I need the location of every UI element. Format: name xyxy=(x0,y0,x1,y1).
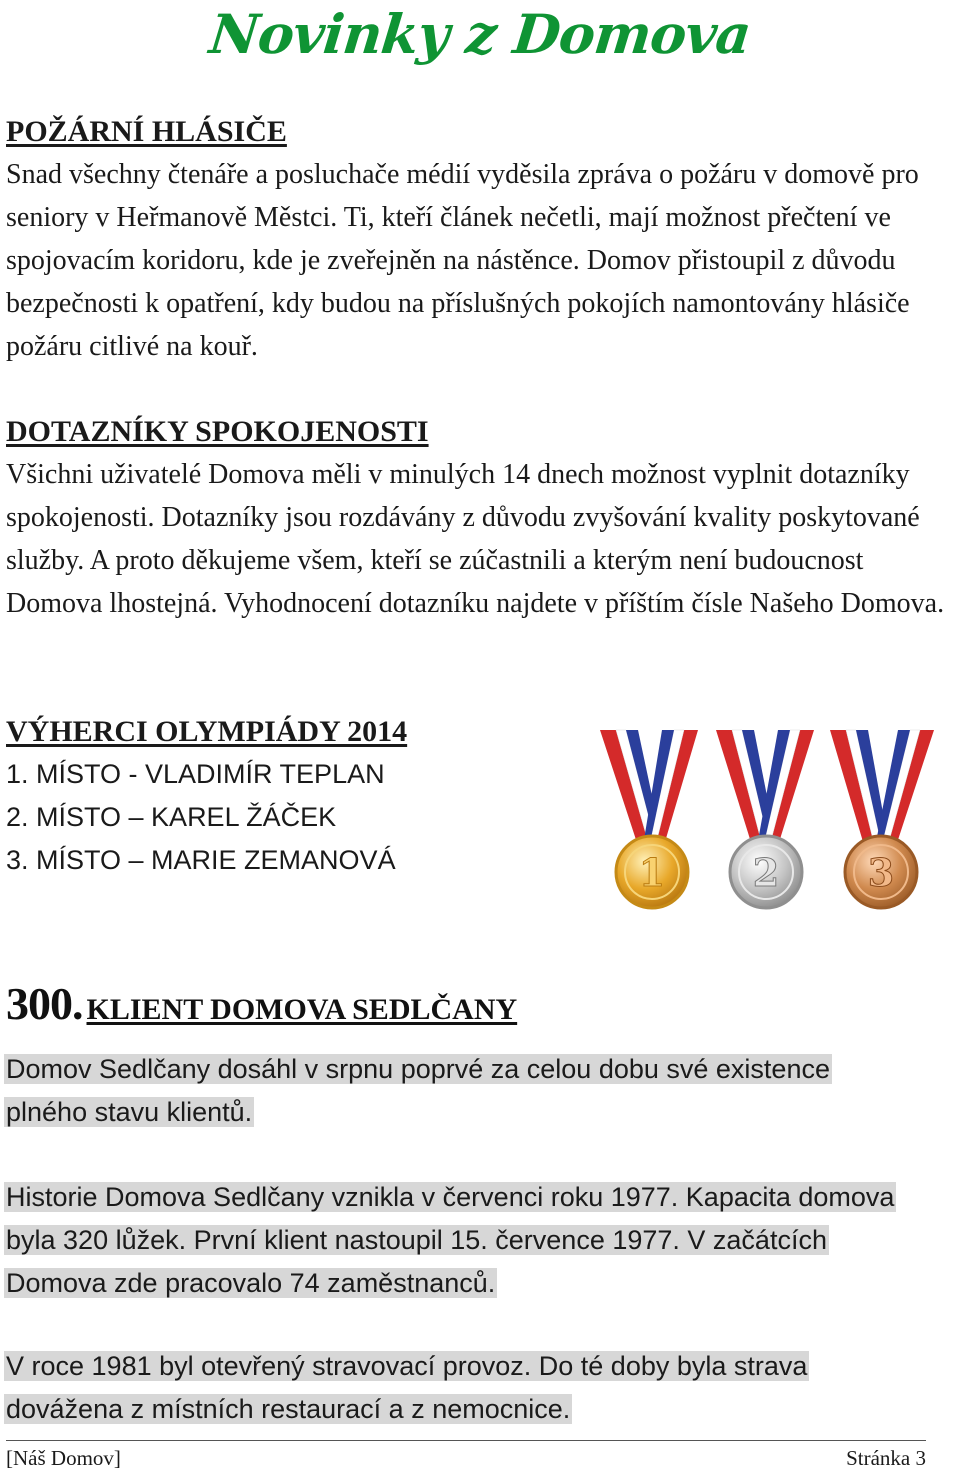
heading-300-text: KLIENT DOMOVA SEDLČANY xyxy=(86,993,518,1026)
paragraph-history xyxy=(4,1176,904,1305)
medals-image xyxy=(596,722,940,918)
winner-first-place: 1. MÍSTO - VLADIMÍR TEPLAN xyxy=(6,759,385,789)
heading-300th-client xyxy=(6,974,517,1034)
heading-olympiad-winners: VÝHERCI OLYMPIÁDY 2014 xyxy=(6,715,408,748)
winner-second-place: 2. MÍSTO – KAREL ŽÁČEK xyxy=(6,802,337,832)
page-footer xyxy=(6,1440,926,1475)
silver-medal-icon xyxy=(716,730,814,908)
text-fire-detectors: Snad všechny čtenáře a posluchače médií vyděsila zpráva o požáru v domově pro seniory v Heřmanově Městci. Ti, kteří článek nečetli, mají možnost přečtení ve spojovacím koridoru, kde je zveřejněn na nástěnce. Domov přistoupil z důvodu bezpečnosti k opatření, kdy budou na příslušných pokojích namontovány hlásiče požáru citlivé na kouř. xyxy=(6,159,919,362)
section-olympiad-winners xyxy=(6,710,566,753)
bronze-medal-icon xyxy=(830,730,934,908)
footer-publication-name: [Náš Domov] xyxy=(6,1446,121,1470)
medal-number-1: 1 xyxy=(638,850,666,895)
text-catering: V roce 1981 byl otevřený stravovací provoz. Do té doby byla strava dovážena z místních restaurací a z nemocnice. xyxy=(6,1351,808,1424)
text-history: Historie Domova Sedlčany vznikla v červenci roku 1977. Kapacita domova byla 320 lůžek. První klient nastoupil 15. července 1977. V začátcích Domova zde pracovalo 74 zaměstnanců. xyxy=(6,1182,895,1298)
gold-medal-icon xyxy=(600,730,698,908)
winner-third-place: 3. MÍSTO – MARIE ZEMANOVÁ xyxy=(6,845,396,875)
text-full-capacity: Domov Sedlčany dosáhl v srpnu poprvé za celou dobu své existence plného stavu klientů. xyxy=(6,1054,830,1127)
section-satisfaction-survey xyxy=(6,410,956,625)
medal-number-2: 2 xyxy=(752,850,780,895)
text-satisfaction-survey: Všichni uživatelé Domova měli v minulých 14 dnech možnost vyplnit dotazníky spokojenosti. Dotazníky jsou rozdávány z důvodu zvyšování kvality poskytované služby. A proto děkujeme všem, kteří se zúčastnili a kterým není budoucnost Domova lhostejná. Vyhodnocení dotazníku najdete v příštím čísle Našeho Domova. xyxy=(6,459,945,619)
paragraph-full-capacity xyxy=(4,1048,904,1134)
section-fire-detectors xyxy=(6,110,956,368)
winners-list xyxy=(6,753,566,882)
footer-page-number: Stránka 3 xyxy=(846,1446,926,1470)
heading-satisfaction-survey: DOTAZNÍKY SPOKOJENOSTI xyxy=(6,415,429,448)
paragraph-catering xyxy=(4,1345,904,1431)
medal-number-3: 3 xyxy=(867,850,895,895)
masthead-title: Novinky z Domova xyxy=(206,2,754,66)
heading-fire-detectors: POŽÁRNÍ HLÁSIČE xyxy=(6,115,287,148)
heading-300-number: 300. xyxy=(6,978,83,1029)
